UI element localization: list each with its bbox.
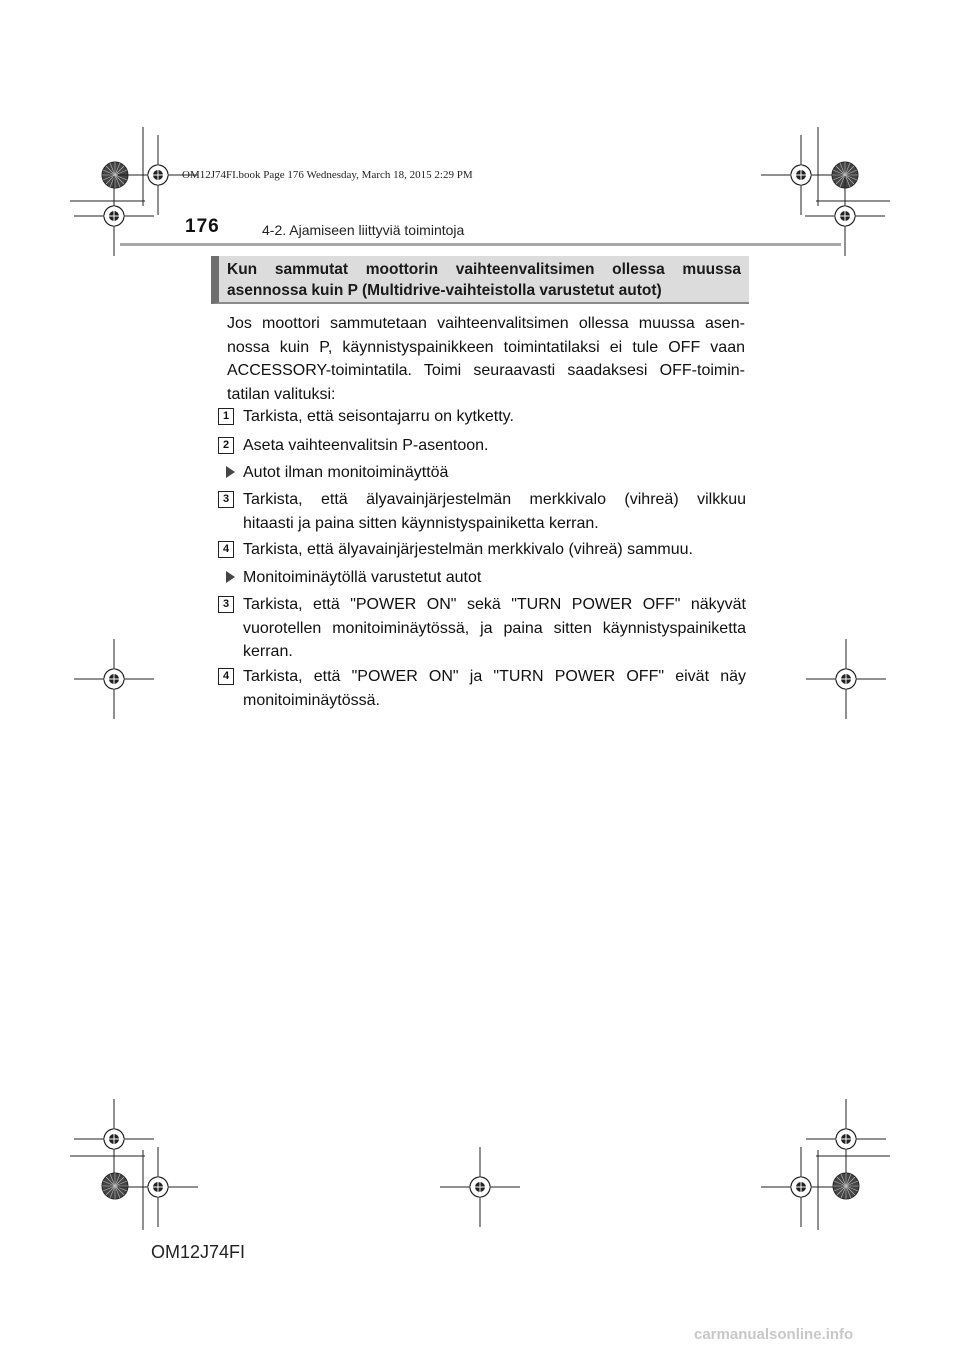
registration-crosshair-icon	[440, 1147, 520, 1227]
registration-crosshair-icon	[74, 639, 154, 719]
subheading-text: Autot ilman monitoiminäyttöä	[243, 464, 449, 481]
triangle-bullet-icon	[226, 571, 235, 583]
registration-crosshair-icon	[761, 135, 841, 215]
step-text: vuorotellen monitoiminäytössä, ja paina sitten käynnistyspainiketta	[243, 619, 746, 637]
intro-line: ACCESSORY-toimintatila. Toimi seuraavasti saadaksesi OFF-toimin-	[227, 362, 745, 379]
registration-crosshair-icon	[74, 1099, 154, 1179]
watermark: carmanualsonline.info	[694, 1326, 854, 1343]
step-number-badge: 4	[218, 668, 234, 685]
step-number-badge: 1	[218, 408, 234, 425]
step-item	[218, 665, 746, 712]
step-text: Aseta vaihteenvalitsin P-asentoon.	[243, 437, 489, 454]
header-divider	[120, 243, 841, 246]
heading-line: asennossa kuin P (Multidrive-vaihteistolla varustetut autot)	[227, 282, 662, 299]
step-text: Tarkista, että "POWER ON" sekä "TURN POWER OFF" näkyvät	[243, 596, 746, 613]
step-number-badge: 4	[218, 541, 234, 558]
intro-line: tatilan valituksi:	[227, 385, 336, 403]
subheading-with-display	[226, 566, 481, 590]
book-print-info: OM12J74FI.book Page 176 Wednesday, March 18, 2015 2:29 PM	[182, 169, 473, 181]
step-text: monitoiminäytössä.	[243, 691, 380, 709]
subheading-without-display	[226, 461, 448, 485]
step-item	[218, 593, 746, 664]
step-item	[218, 488, 746, 535]
intro-paragraph	[227, 312, 745, 406]
registration-sunburst-icon	[102, 1173, 128, 1199]
step-number-badge: 3	[218, 596, 234, 613]
step-text: Tarkista, että älyavainjärjestelmän merkkivalo (vihreä) vilkkuu	[243, 491, 746, 508]
step-number-badge: 3	[218, 491, 234, 508]
heading-line: Kun sammutat moottorin vaihteenvalitsimen ollessa muussa	[227, 261, 741, 278]
step-item	[218, 434, 746, 458]
registration-crosshair-icon	[118, 1147, 198, 1227]
intro-line: Jos moottori sammutetaan vaihteenvalitsimen ollessa muussa asen-	[227, 315, 745, 332]
registration-sunburst-icon	[833, 1173, 859, 1199]
subheading-text: Monitoiminäytöllä varustetut autot	[243, 569, 482, 586]
step-text: Tarkista, että seisontajarru on kytketty.	[243, 408, 514, 425]
page-number: 176	[185, 216, 220, 237]
registration-crosshair-icon	[806, 639, 886, 719]
document-code: OM12J74FI	[151, 1242, 246, 1262]
step-text: hitaasti ja paina sitten käynnistyspainiketta kerran.	[243, 514, 599, 532]
intro-line: nossa kuin P, käynnistyspainikkeen toimintatilaksi ei tule OFF vaan	[227, 338, 745, 356]
step-item	[218, 405, 746, 429]
registration-crosshair-icon	[761, 1147, 841, 1227]
section-heading	[211, 256, 749, 304]
step-text: Tarkista, että "POWER ON" ja "TURN POWER OFF" eivät näy	[243, 668, 746, 685]
step-text: Tarkista, että älyavainjärjestelmän merkkivalo (vihreä) sammuu.	[243, 541, 693, 558]
section-title: 4-2. Ajamiseen liittyviä toimintoja	[262, 222, 465, 238]
step-text: kerran.	[243, 643, 293, 660]
step-number-badge: 2	[218, 437, 234, 454]
triangle-bullet-icon	[226, 466, 235, 478]
step-item	[218, 538, 746, 562]
